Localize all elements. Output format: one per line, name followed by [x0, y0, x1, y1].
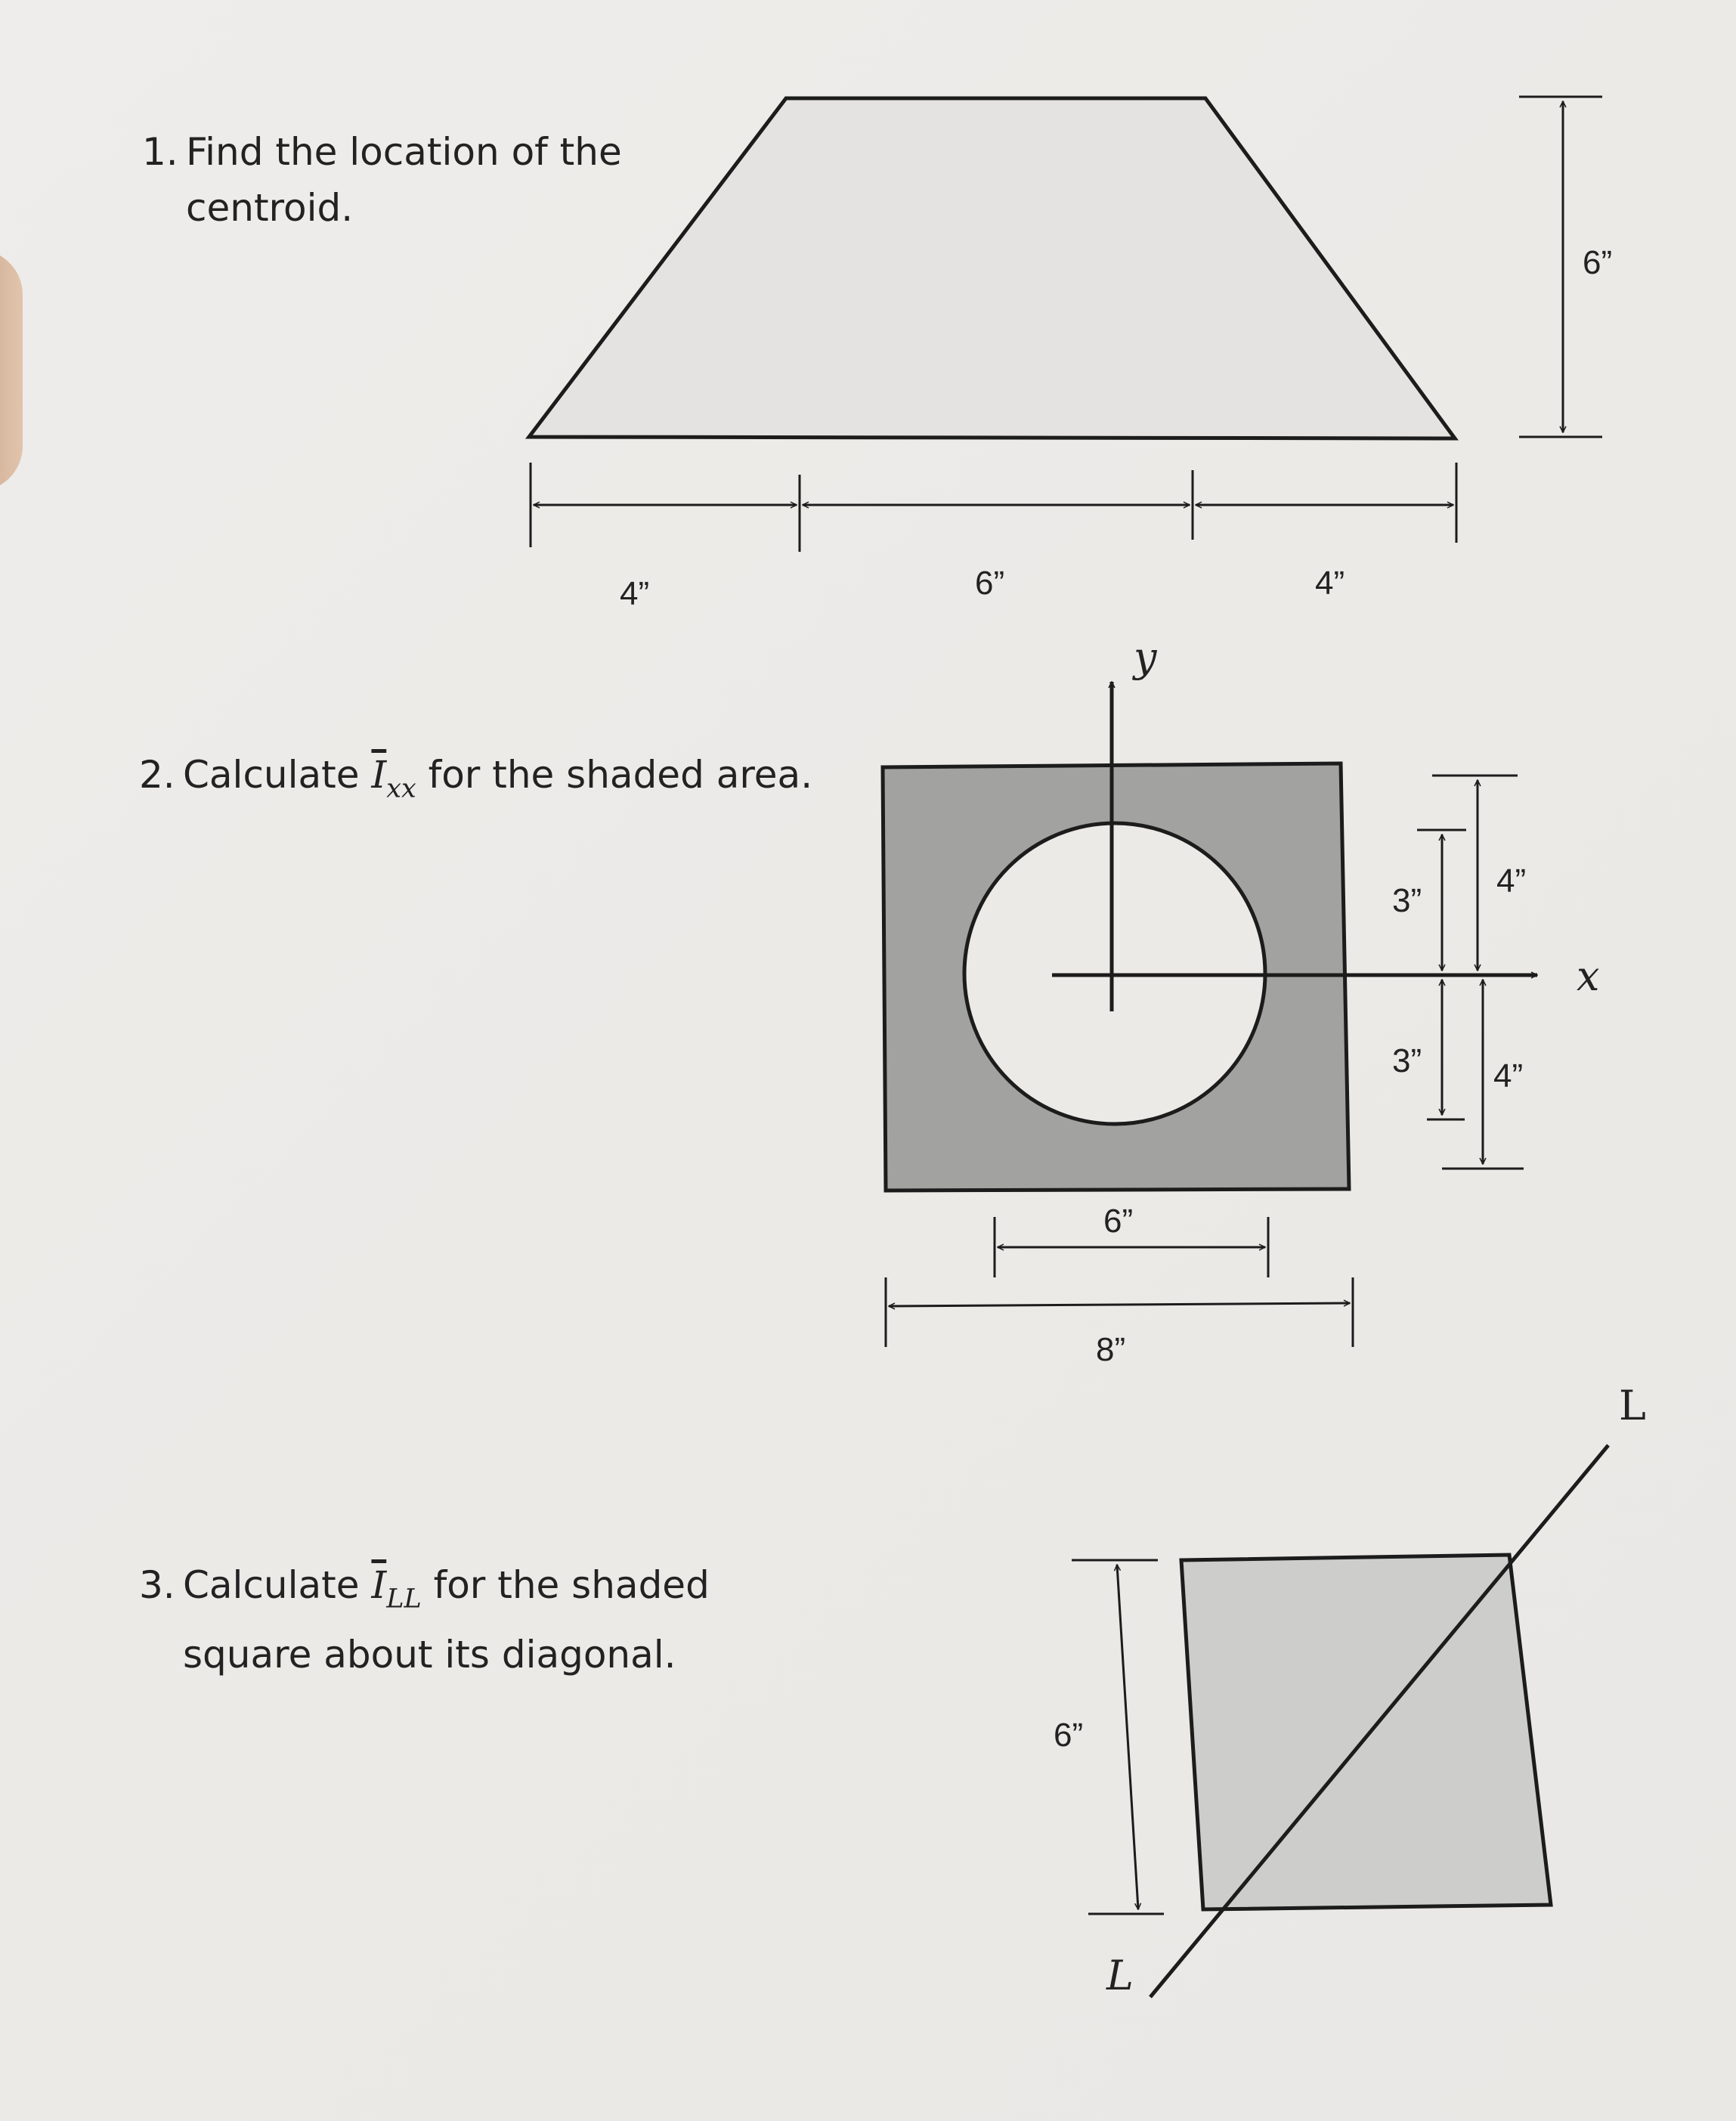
figure-2-plate [883, 682, 1537, 1347]
figure-3-square [1072, 1445, 1608, 1997]
question-1-number: 1. [142, 130, 178, 174]
dim-upper-outer: 4” [1496, 862, 1527, 899]
question-3-symbol: $\overline{I}_{LL}$ [371, 1563, 422, 1615]
question-1-text-line2: centroid. [186, 186, 354, 230]
dim-square-width: 8” [1096, 1331, 1126, 1368]
line-label-bottom: L [1106, 1952, 1134, 1999]
question-1-text-line1: Find the location of the [186, 130, 622, 174]
dim-lower-inner: 3” [1392, 1042, 1422, 1079]
question-3-number: 3. [139, 1563, 175, 1607]
question-3-text-line2: square about its diagonal. [183, 1633, 676, 1677]
line-label-top: L [1619, 1382, 1646, 1429]
side-dimension [1072, 1560, 1164, 1914]
dim-square-side: 6” [1054, 1717, 1084, 1754]
question-2-number: 2. [139, 753, 175, 797]
y-axis-label: y [1134, 633, 1157, 681]
dim-lower-outer: 4” [1493, 1057, 1524, 1095]
dim-circle-diameter: 6” [1103, 1203, 1134, 1240]
question-3-post: for the shaded [433, 1563, 710, 1607]
dim-height: 6” [1583, 244, 1613, 281]
question-3-pre: Calculate [183, 1563, 360, 1607]
dim-left-base: 4” [620, 575, 650, 612]
dim-upper-inner: 3” [1392, 882, 1422, 919]
dim-middle-base: 6” [975, 565, 1005, 602]
trapezoid-shape [529, 98, 1455, 438]
x-axis-label: x [1577, 952, 1600, 1000]
question-2-pre: Calculate [183, 753, 360, 797]
dim-right-base: 4” [1315, 565, 1345, 602]
vertical-dimensions [1417, 776, 1527, 1169]
base-dimensions [531, 463, 1456, 552]
question-2-post: for the shaded area. [428, 753, 813, 797]
question-2-symbol: $\overline{I}_{xx}$ [371, 753, 416, 804]
shaded-square [1181, 1555, 1551, 1909]
figure-1-trapezoid [529, 97, 1602, 552]
